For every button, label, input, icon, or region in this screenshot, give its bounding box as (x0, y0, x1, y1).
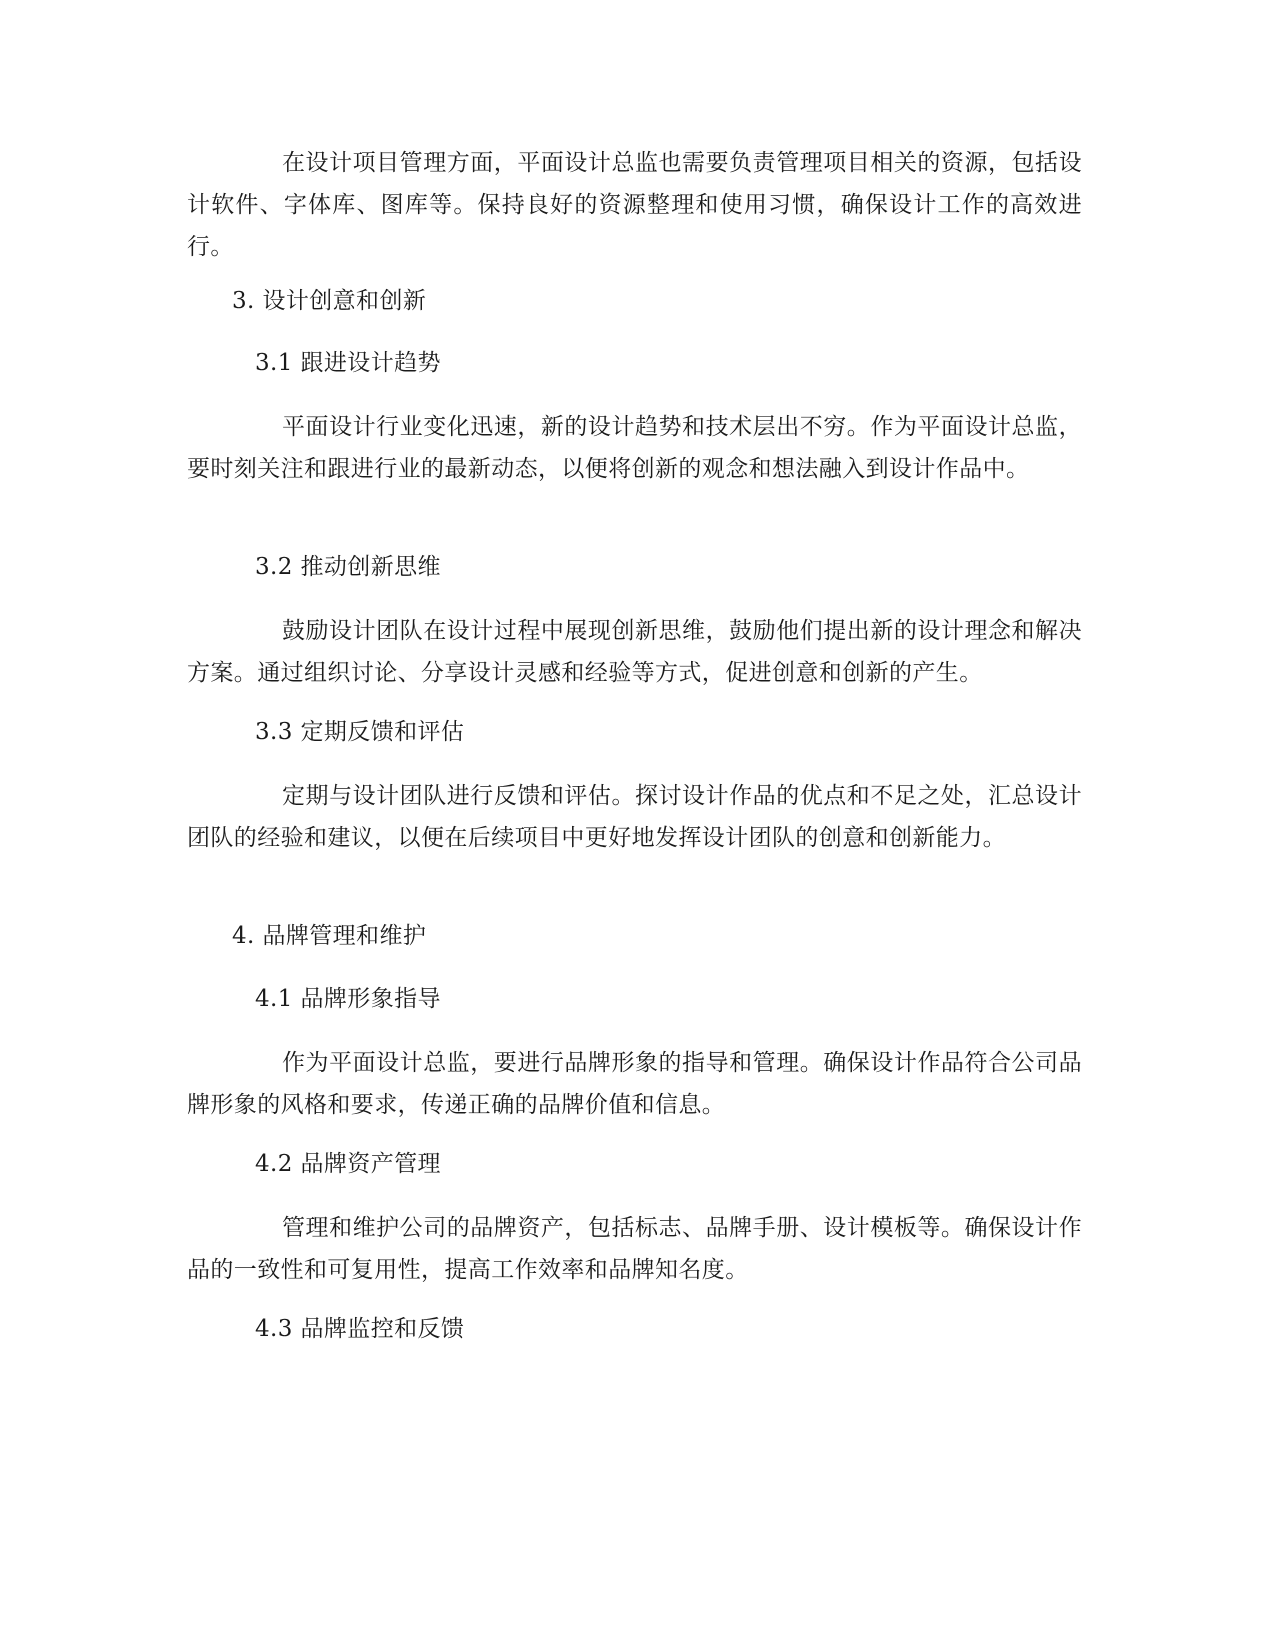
paragraph-resource-management: 在设计项目管理方面，平面设计总监也需要负责管理项目相关的资源，包括设计软件、字体库、图库等。保持良好的资源整理和使用习惯，确保设计工作的高效进行。 (187, 150, 1082, 260)
subsection-heading-3-3: 3.3 定期反馈和评估 (255, 719, 465, 745)
paragraph-design-trends: 平面设计行业变化迅速，新的设计趋势和技术层出不穷。作为平面设计总监，要时刻关注和跟进行业的最新动态，以便将创新的观念和想法融入到设计作品中。 (187, 414, 1082, 482)
paragraph-brand-image: 作为平面设计总监，要进行品牌形象的指导和管理。确保设计作品符合公司品牌形象的风格和要求，传递正确的品牌价值和信息。 (187, 1050, 1082, 1118)
section-heading-3: 3. 设计创意和创新 (232, 288, 427, 314)
paragraph-innovative-thinking: 鼓励设计团队在设计过程中展现创新思维，鼓励他们提出新的设计理念和解决方案。通过组织讨论、分享设计灵感和经验等方式，促进创意和创新的产生。 (187, 618, 1082, 686)
subsection-heading-4-1: 4.1 品牌形象指导 (255, 986, 441, 1012)
subsection-heading-4-2: 4.2 品牌资产管理 (255, 1151, 441, 1177)
section-heading-4: 4. 品牌管理和维护 (232, 923, 427, 949)
paragraph-brand-assets: 管理和维护公司的品牌资产，包括标志、品牌手册、设计模板等。确保设计作品的一致性和可复用性，提高工作效率和品牌知名度。 (187, 1215, 1082, 1283)
paragraph-feedback-evaluation: 定期与设计团队进行反馈和评估。探讨设计作品的优点和不足之处，汇总设计团队的经验和建议，以便在后续项目中更好地发挥设计团队的创意和创新能力。 (187, 783, 1082, 851)
subsection-heading-4-3: 4.3 品牌监控和反馈 (255, 1316, 465, 1342)
subsection-heading-3-2: 3.2 推动创新思维 (255, 554, 441, 580)
subsection-heading-3-1: 3.1 跟进设计趋势 (255, 350, 441, 376)
